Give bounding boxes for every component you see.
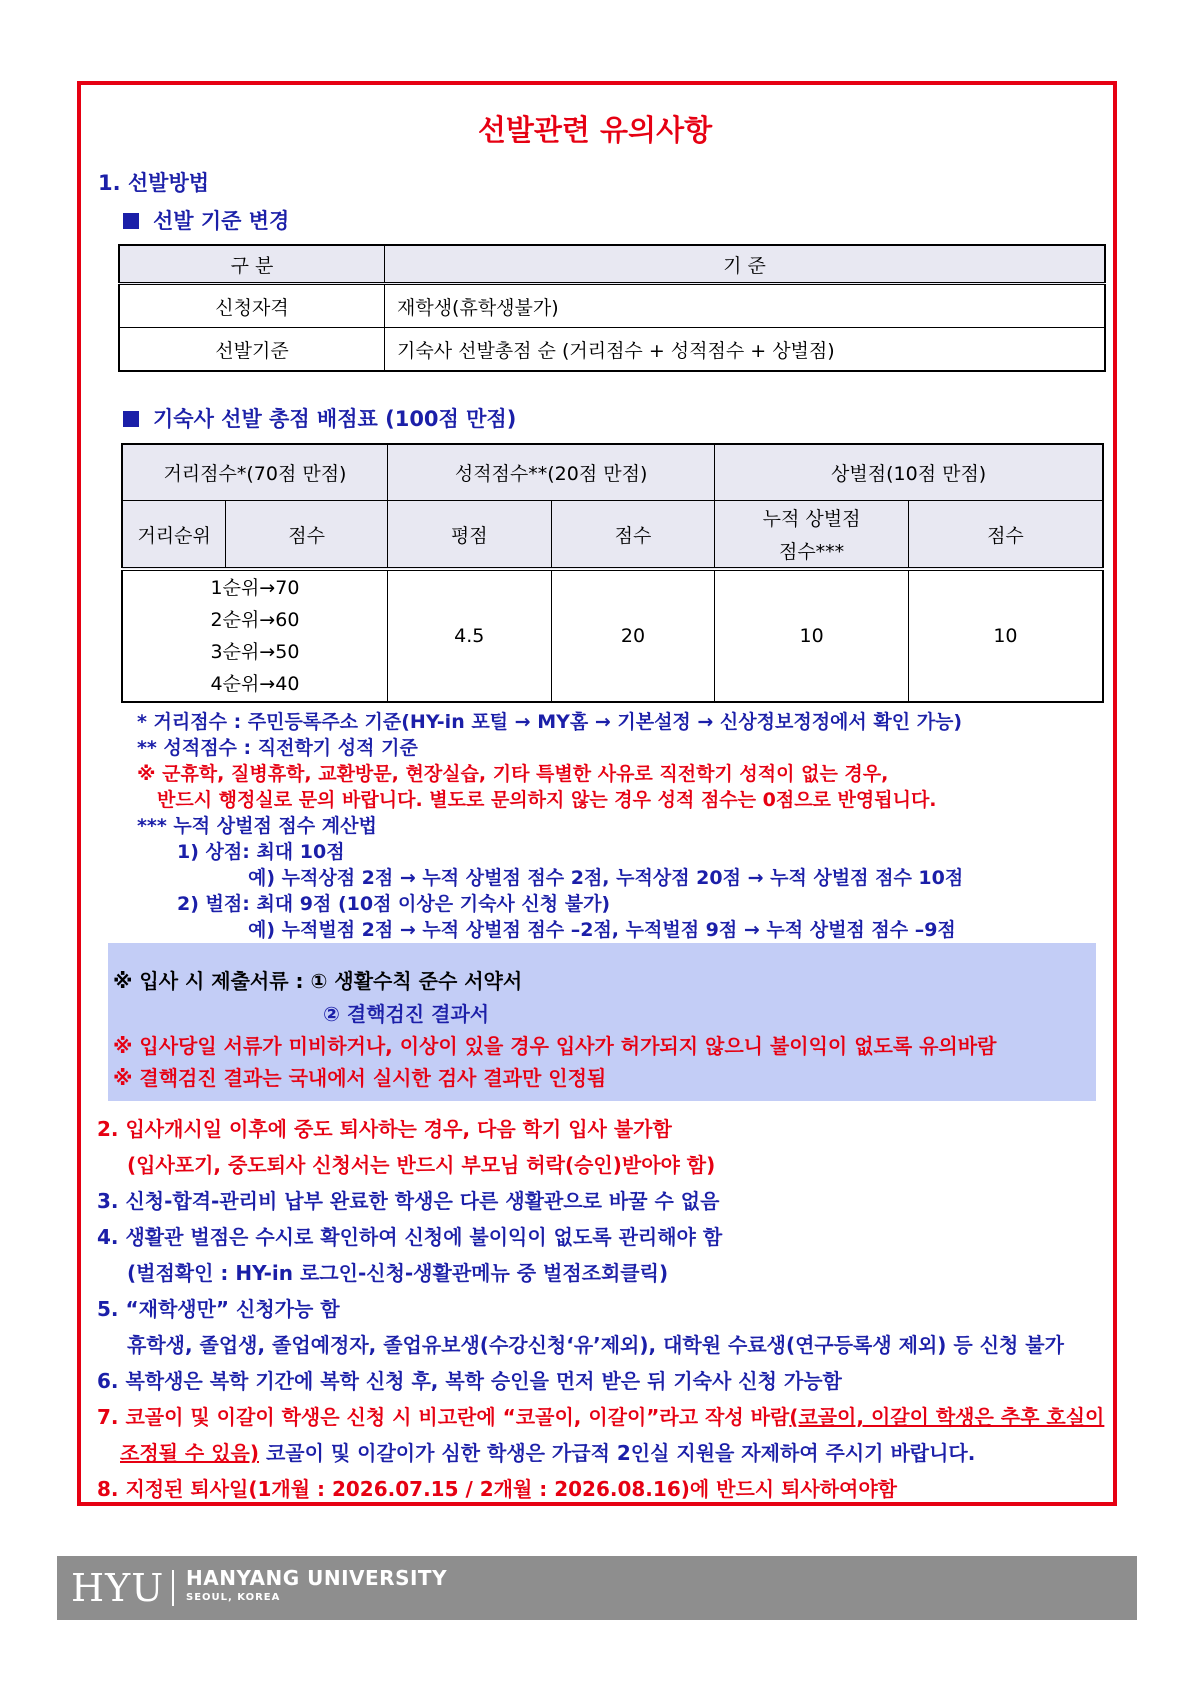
rank-cell [122,569,387,702]
rank-line: 4순위→40 [210,673,300,695]
item-3: 3. 신청-합격-관리비 납부 완료한 학생은 다른 생활관으로 바꿀 수 없음 [97,1189,720,1213]
rank-line: 3순위→50 [210,641,300,663]
item-5: 5. “재학생만” 신청가능 함 [97,1297,340,1321]
rank-line: 1순위→70 [210,577,300,599]
item-7-cont [120,1437,975,1466]
item-7-underlined: (코골이, 이갈이 학생은 추후 호실이 [789,1405,1105,1429]
sub-header: 거리순위 [122,501,226,570]
note-demerit-example: 예) 누적벌점 2점 → 누적 상벌점 점수 –2점, 누적벌점 9점 → 누적 상벌점 점수 –9점 [248,919,956,941]
table-cell: 기숙사 선발총점 순 (거리점수 + 성적점수 + 상벌점) [385,328,1106,372]
submission-docs-box [108,943,1096,1101]
university-name: HANYANG UNIVERSITY [186,1566,448,1590]
note-no-grade: ※ 군휴학, 질병휴학, 교환방문, 현장실습, 기타 특별한 사유로 직전학기 성적이 없는 경우, [137,763,889,785]
criteria-table [118,244,1106,372]
sub-header-line: 누적 상벌점 [762,508,861,530]
item-5-note: 휴학생, 졸업생, 졸업예정자, 졸업유보생(수강신청‘유’제외), 대학원 수료생(연구등록생 제외) 등 신청 불가 [127,1333,1064,1357]
table-cell: 재학생(휴학생불가) [385,284,1106,328]
item-7-text: 7. 코골이 및 이갈이 학생은 신청 시 비고란에 “코골이, 이갈이”라고 작성 바람 [97,1405,790,1429]
sub-header: 평점 [387,501,551,570]
item-6: 6. 복학생은 복학 기간에 복학 신청 후, 복학 승인을 먼저 받은 뒤 기숙사 신청 가능함 [97,1369,842,1393]
item-7 [97,1401,1104,1430]
item-7-underlined-cont: 조정될 수 있음) [120,1441,259,1465]
table-header: 기 준 [385,245,1106,284]
group-header-grade: 성적점수**(20점 만점) [387,444,714,501]
note-no-grade-cont: 반드시 행정실로 문의 바랍니다. 별도로 문의하지 않는 경우 성적 점수는 0점으로 반영됩니다. [157,789,937,811]
logo-divider [172,1570,174,1606]
docs-line2: ② 결핵검진 결과서 [323,1002,490,1026]
sub-header: 점수 [551,501,715,570]
group-header-merit: 상벌점(10점 만점) [715,444,1103,501]
section-heading-selection-method: 1. 선발방법 [98,171,210,195]
university-location: SEOUL, KOREA [186,1592,281,1603]
footer-bar [57,1556,1137,1620]
sub-header: 점수 [908,501,1103,570]
table-cell: 선발기준 [119,328,385,372]
note-distance: * 거리점수 : 주민등록주소 기준(HY-in 포털 → MY홈 → 기본설정 → 신상정보정정에서 확인 가능) [137,711,963,733]
sub-header-line: 점수*** [778,541,845,563]
table-cell: 10 [715,569,909,702]
note-merit-example: 예) 누적상점 2점 → 누적 상벌점 점수 2점, 누적상점 20점 → 누적 상벌점 점수 10점 [248,867,964,889]
table-header: 구 분 [119,245,385,284]
docs-warning: ※ 입사당일 서류가 미비하거나, 이상이 있을 경우 입사가 허가되지 않으니 불이익이 없도록 유의바람 [113,1034,997,1058]
docs-tb-note: ※ 결핵검진 결과는 국내에서 실시한 검사 결과만 인정됨 [113,1066,607,1090]
item-8: 8. 지정된 퇴사일(1개월 : 2026.07.15 / 2개월 : 2026.08.16)에 반드시 퇴사하여야함 [97,1477,898,1501]
hyu-logo: HYU [71,1566,165,1610]
subheading-text: 선발 기준 변경 [153,209,290,233]
note-merit-max: 1) 상점: 최대 10점 [177,841,345,863]
note-merit-calc: *** 누적 상벌점 점수 계산법 [137,815,377,837]
table-cell: 20 [551,569,715,702]
square-bullet-icon [123,411,139,427]
group-header-distance: 거리점수*(70점 만점) [122,444,387,501]
square-bullet-icon [123,213,139,229]
item-2-note: (입사포기, 중도퇴사 신청서는 반드시 부모님 허락(승인)받아야 함) [127,1153,716,1177]
sub-header-cumulative [715,501,909,570]
table-cell: 신청자격 [119,284,385,328]
item-4: 4. 생활관 벌점은 수시로 확인하여 신청에 불이익이 없도록 관리해야 함 [97,1225,723,1249]
subheading-score-table [123,403,516,433]
page-title: 선발관련 유의사항 [477,113,713,147]
item-7-note: 코골이 및 이갈이가 심한 학생은 가급적 2인실 지원을 자제하여 주시기 바랍니다. [259,1441,976,1465]
sub-header: 점수 [226,501,388,570]
docs-line1-text: ※ 입사 시 제출서류 : ① 생활수칙 준수 서약서 [113,969,523,993]
item-4-note: (벌점확인 : HY-in 로그인-신청-생활관메뉴 중 벌점조회클릭) [127,1261,669,1285]
table-cell: 4.5 [387,569,551,702]
note-demerit-max: 2) 벌점: 최대 9점 (10점 이상은 기숙사 신청 불가) [177,893,611,915]
note-grade: ** 성적점수 : 직전학기 성적 기준 [137,737,418,759]
rank-line: 2순위→60 [210,609,300,631]
docs-line1 [113,965,522,994]
item-2: 2. 입사개시일 이후에 중도 퇴사하는 경우, 다음 학기 입사 불가함 [97,1117,672,1141]
score-table [121,443,1104,703]
subheading-criteria-change [123,205,289,235]
subheading-text: 기숙사 선발 총점 배점표 (100점 만점) [153,407,517,431]
table-cell: 10 [908,569,1103,702]
